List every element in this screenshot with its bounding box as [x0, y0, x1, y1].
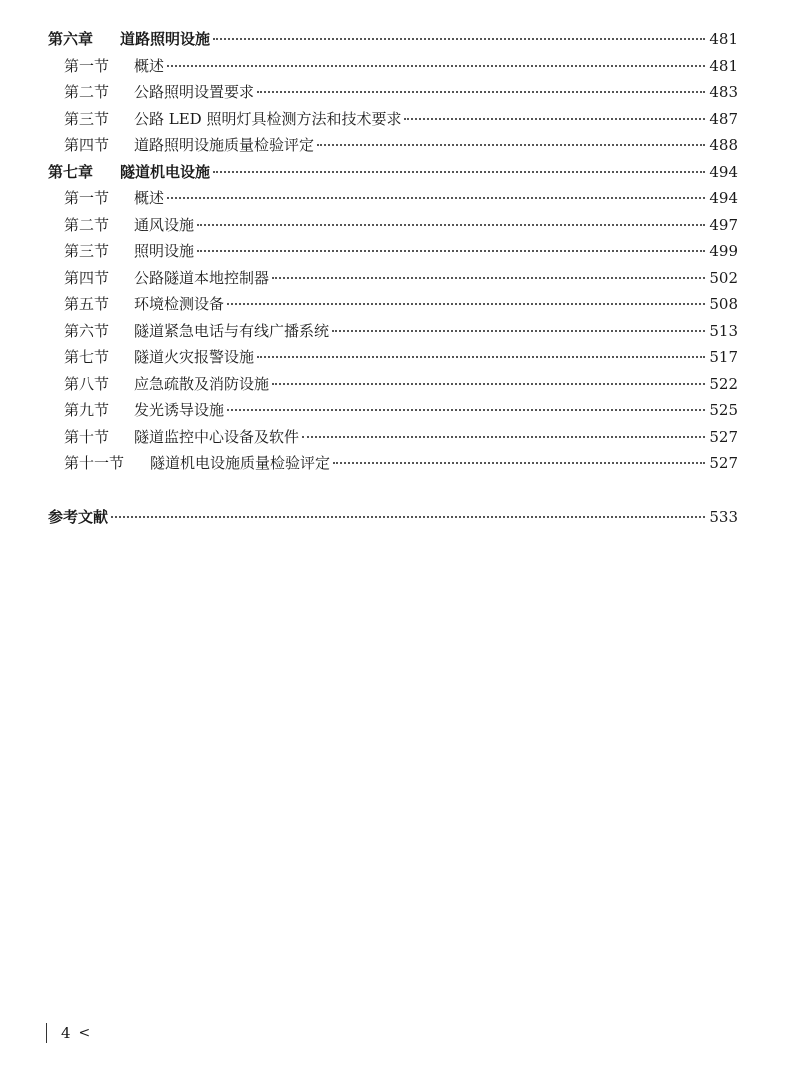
toc-section-entry[interactable] — [48, 185, 738, 212]
toc-section-entry[interactable] — [48, 106, 738, 133]
toc-section-entry[interactable] — [48, 212, 738, 239]
footer-rule — [46, 1023, 47, 1043]
chapter-number: 第六章 — [48, 30, 94, 48]
section-number: 第九节 — [64, 401, 110, 419]
chapter-page-number: 494 — [709, 162, 738, 181]
dot-leader — [167, 197, 705, 199]
section-page-number: 522 — [709, 374, 738, 393]
section-number: 第八节 — [64, 374, 110, 393]
dot-leader — [257, 91, 705, 93]
section-page-number: 527 — [709, 427, 738, 446]
section-page-number: 494 — [709, 189, 738, 207]
references-page: 533 — [709, 507, 738, 526]
toc-section-entry[interactable] — [48, 424, 738, 451]
toc-section-entry[interactable] — [48, 371, 738, 398]
toc-section-entry[interactable] — [48, 132, 738, 159]
section-title: 隧道紧急电话与有线广播系统 — [134, 321, 330, 340]
section-page-number: 502 — [709, 268, 738, 287]
section-number: 第二节 — [64, 83, 110, 101]
section-page-number: 481 — [709, 56, 738, 75]
table-of-contents — [48, 26, 738, 530]
toc-section-entry[interactable] — [48, 238, 738, 265]
section-number: 第十一节 — [64, 454, 125, 472]
section-title: 发光诱导设施 — [134, 401, 225, 419]
section-number: 第六节 — [64, 321, 110, 340]
footer-page-number: 4 — [61, 1024, 71, 1042]
toc-section-entry[interactable] — [48, 53, 738, 80]
section-title: 照明设施 — [134, 242, 195, 260]
section-title: 通风设施 — [134, 215, 195, 234]
section-title: 隧道火灾报警设施 — [134, 348, 255, 366]
section-title: 道路照明设施质量检验评定 — [134, 136, 315, 154]
toc-chapter-entry[interactable] — [48, 26, 738, 53]
dot-leader — [197, 224, 705, 226]
section-page-number: 513 — [709, 321, 738, 340]
dot-leader — [227, 303, 705, 305]
chapter-page-number: 481 — [709, 30, 738, 48]
section-number: 第四节 — [64, 268, 110, 287]
section-page-number: 508 — [709, 295, 738, 313]
section-number: 第三节 — [64, 109, 110, 128]
dot-leader — [111, 516, 705, 518]
section-title: 应急疏散及消防设施 — [134, 374, 270, 393]
dot-leader — [272, 383, 705, 385]
section-page-number: 487 — [709, 109, 738, 128]
section-number: 第一节 — [64, 56, 110, 75]
dot-leader — [257, 356, 705, 358]
chapter-number: 第七章 — [48, 162, 94, 181]
section-title: 隧道机电设施质量检验评定 — [150, 454, 331, 472]
section-number: 第一节 — [64, 189, 110, 207]
section-title: 公路照明设置要求 — [134, 83, 255, 101]
toc-section-entry[interactable] — [48, 397, 738, 424]
toc-section-entry[interactable] — [48, 450, 738, 477]
dot-leader — [213, 171, 705, 173]
toc-section-entry[interactable] — [48, 344, 738, 371]
chapter-title: 道路照明设施 — [120, 30, 211, 48]
toc-section-entry[interactable] — [48, 265, 738, 292]
chapter-title: 隧道机电设施 — [120, 162, 211, 181]
section-page-number: 497 — [709, 215, 738, 234]
toc-section-entry[interactable] — [48, 318, 738, 345]
dot-leader — [332, 330, 705, 332]
dot-leader — [167, 65, 705, 67]
section-page-number: 499 — [709, 242, 738, 260]
dot-leader — [333, 462, 705, 464]
toc-entries — [48, 26, 738, 477]
section-number: 第五节 — [64, 295, 110, 313]
dot-leader — [317, 144, 705, 146]
page-footer — [46, 1022, 90, 1044]
toc-spacer — [48, 477, 738, 504]
section-title: 公路隧道本地控制器 — [134, 268, 270, 287]
section-page-number: 488 — [709, 136, 738, 154]
section-page-number: 483 — [709, 83, 738, 101]
section-number: 第七节 — [64, 348, 110, 366]
section-number: 第二节 — [64, 215, 110, 234]
dot-leader — [302, 436, 705, 438]
toc-section-entry[interactable] — [48, 291, 738, 318]
section-title: 概述 — [134, 189, 165, 207]
toc-chapter-entry[interactable] — [48, 159, 738, 186]
dot-leader — [227, 409, 705, 411]
dot-leader — [213, 38, 705, 40]
dot-leader — [272, 277, 705, 279]
section-page-number: 525 — [709, 401, 738, 419]
section-page-number: 517 — [709, 348, 738, 366]
section-title: 环境检测设备 — [134, 295, 225, 313]
dot-leader — [197, 250, 705, 252]
section-title: 隧道监控中心设备及软件 — [134, 427, 300, 446]
section-number: 第十节 — [64, 427, 110, 446]
section-title: 概述 — [134, 56, 165, 75]
footer-arrow-icon: < — [78, 1025, 91, 1041]
section-page-number: 527 — [709, 454, 738, 472]
toc-section-entry[interactable] — [48, 79, 738, 106]
section-title: 公路 LED 照明灯具检测方法和技术要求 — [134, 109, 402, 128]
section-number: 第三节 — [64, 242, 110, 260]
references-title: 参考文献 — [48, 507, 109, 526]
dot-leader — [404, 118, 705, 120]
section-number: 第四节 — [64, 136, 110, 154]
toc-references-entry[interactable] — [48, 504, 738, 531]
